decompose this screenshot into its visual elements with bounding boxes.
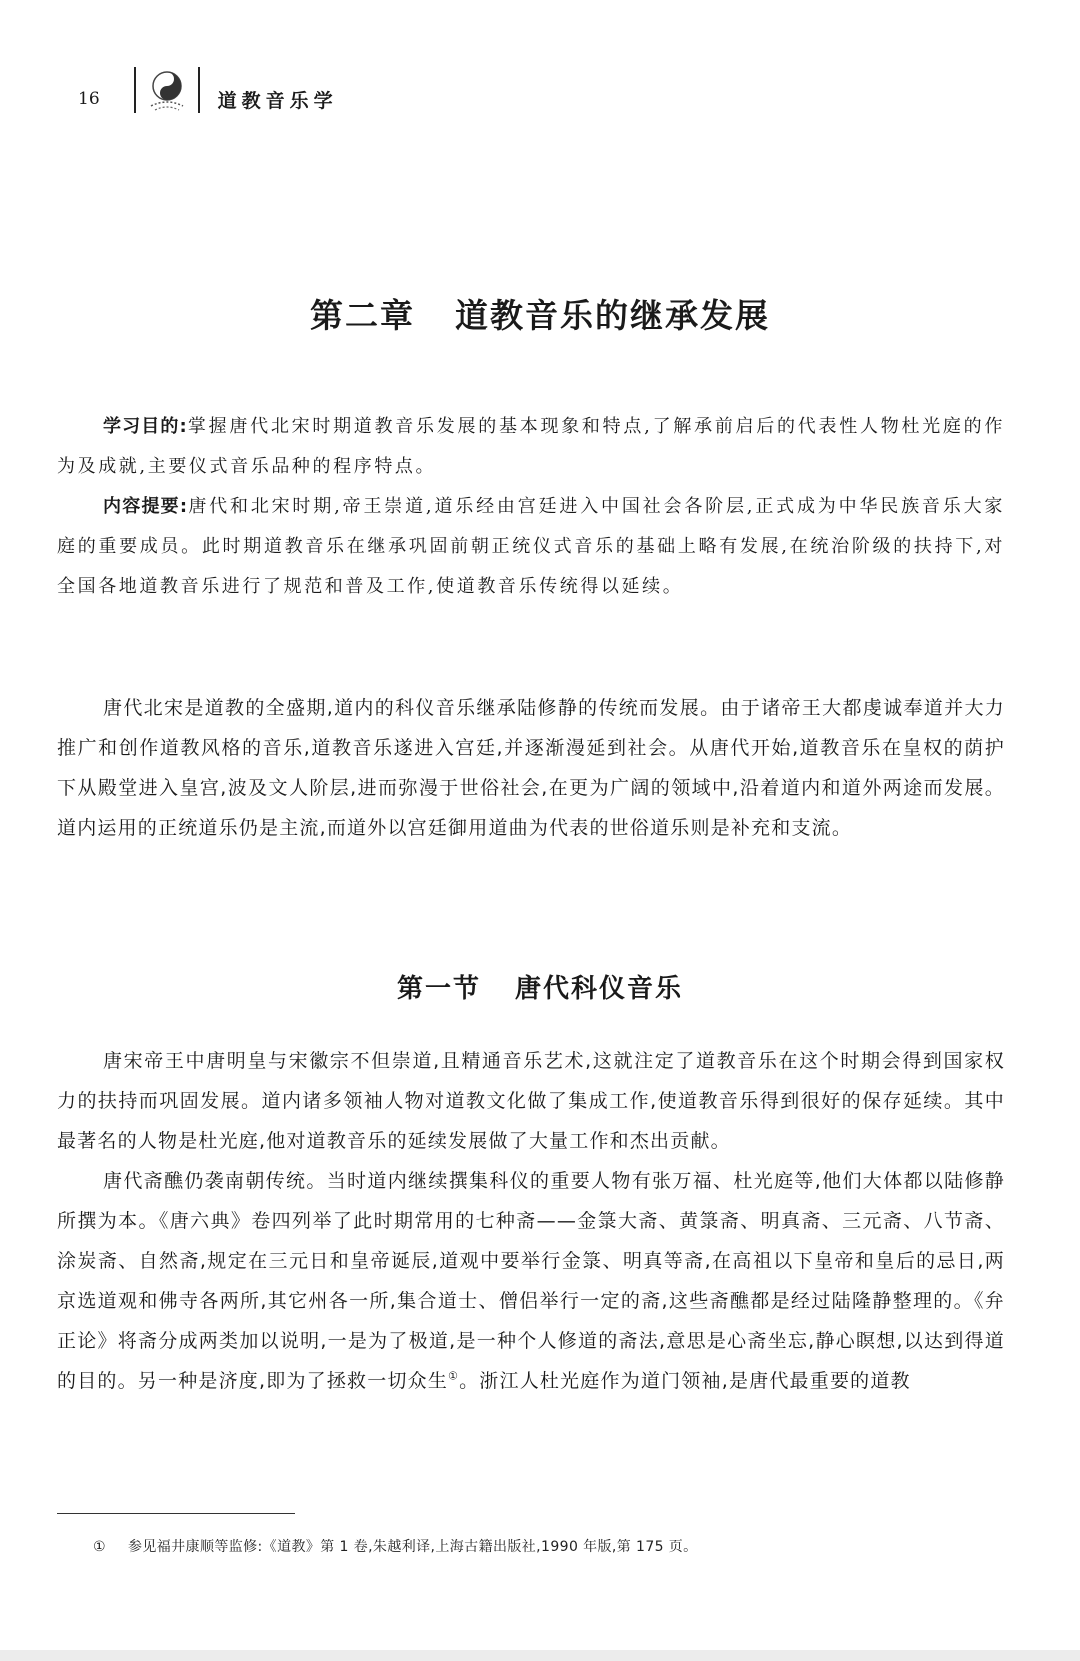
summary-paragraph [57, 487, 1005, 607]
footnote-mark: ① [93, 1539, 106, 1555]
running-header [78, 60, 338, 120]
intro-paragraph: 唐代北宋是道教的全盛期,道内的科仪音乐继承陆修静的传统而发展。由于诸帝王大都虔诚奉道并大力推广和创作道教风格的音乐,道教音乐遂进入宫廷,并逐渐漫延到社会。从唐代开始,道教音乐在皇权的荫护下从殿堂进入皇宫,波及文人阶层,进而弥漫于世俗社会,在更为广阔的领域中,沿着道内和道外两途而发展。道内运用的正统道乐仍是主流,而道外以宫廷御用道曲为代表的世俗道乐则是补充和支流。 [57, 697, 1005, 839]
chapter-title [0, 290, 1080, 337]
goal-text: 掌握唐代北宋时期道教音乐发展的基本现象和特点,了解承前启后的代表性人物杜光庭的作为及成就,主要仪式音乐品种的程序特点。 [57, 416, 1006, 477]
page-number: 16 [78, 89, 100, 109]
section-name: 唐代科仪音乐 [515, 974, 684, 1004]
section-paragraph-2 [57, 1161, 1005, 1401]
footnote-separator [57, 1513, 295, 1514]
taiji-icon [142, 67, 192, 113]
paragraph-2-text-a: 唐代斋醮仍袭南朝传统。当时道内继续撰集科仪的重要人物有张万福、杜光庭等,他们大体都以陆修静所撰为本。《唐六典》卷四列举了此时期常用的七种斋——金箓大斋、黄箓斋、明真斋、三元斋、八节斋、涂炭斋、自然斋,规定在三元日和皇帝诞辰,道观中要举行金箓、明真等斋,在高祖以下皇帝和皇后的忌日,两京选道观和佛寺各两所,其它州各一所,集合道士、僧侣举行一定的斋,这些斋醮都是经过陆隆静整理的。《弁正论》将斋分成两类加以说明,一是为了极道,是一种个人修道的斋法,意思是心斋坐忘,静心瞑想,以达到得道的目的。另一种是济度,即为了拯救一切众生 [57, 1170, 1005, 1392]
paragraph-2-text-b: 。浙江人杜光庭作为道门领袖,是唐代最重要的道教 [459, 1370, 911, 1392]
goal-paragraph [57, 407, 1005, 487]
summary-label: 内容提要: [103, 496, 189, 517]
section-label: 第一节 [396, 974, 481, 1004]
summary-text: 唐代和北宋时期,帝王崇道,道乐经由宫廷进入中国社会各阶层,正式成为中华民族音乐大家庭的重要成员。此时期道教音乐在继承巩固前朝正统仪式音乐的基础上略有发展,在统治阶级的扶持下,对全国各地道教音乐进行了规范和普及工作,使道教音乐传统得以延续。 [57, 496, 1005, 597]
section-title [0, 968, 1080, 1005]
footnote-reference[interactable]: ① [448, 1369, 460, 1383]
page-bottom-edge [0, 1650, 1080, 1661]
footnote [93, 1536, 698, 1556]
header-divider-left [134, 67, 136, 113]
section-paragraph-1: 唐宋帝王中唐明皇与宋徽宗不但崇道,且精通音乐艺术,这就注定了道教音乐在这个时期会得到国家权力的扶持而巩固发展。道内诸多领袖人物对道教文化做了集成工作,使道教音乐得到很好的保存延续。其中最著名的人物是杜光庭,他对道教音乐的延续发展做了大量工作和杰出贡献。 [57, 1050, 1005, 1152]
chapter-label: 第二章 [310, 296, 415, 335]
book-title: 道教音乐学 [217, 89, 338, 112]
goal-label: 学习目的: [103, 416, 188, 437]
header-divider-right [198, 67, 200, 113]
chapter-name: 道教音乐的继承发展 [455, 296, 770, 335]
section-body [57, 1041, 1005, 1401]
footnote-text: 参见福井康顺等监修:《道教》第 1 卷,朱越利译,上海古籍出版社,1990 年版,第 175 页。 [127, 1539, 698, 1555]
learning-objectives [57, 407, 1005, 607]
intro-section [57, 688, 1005, 848]
